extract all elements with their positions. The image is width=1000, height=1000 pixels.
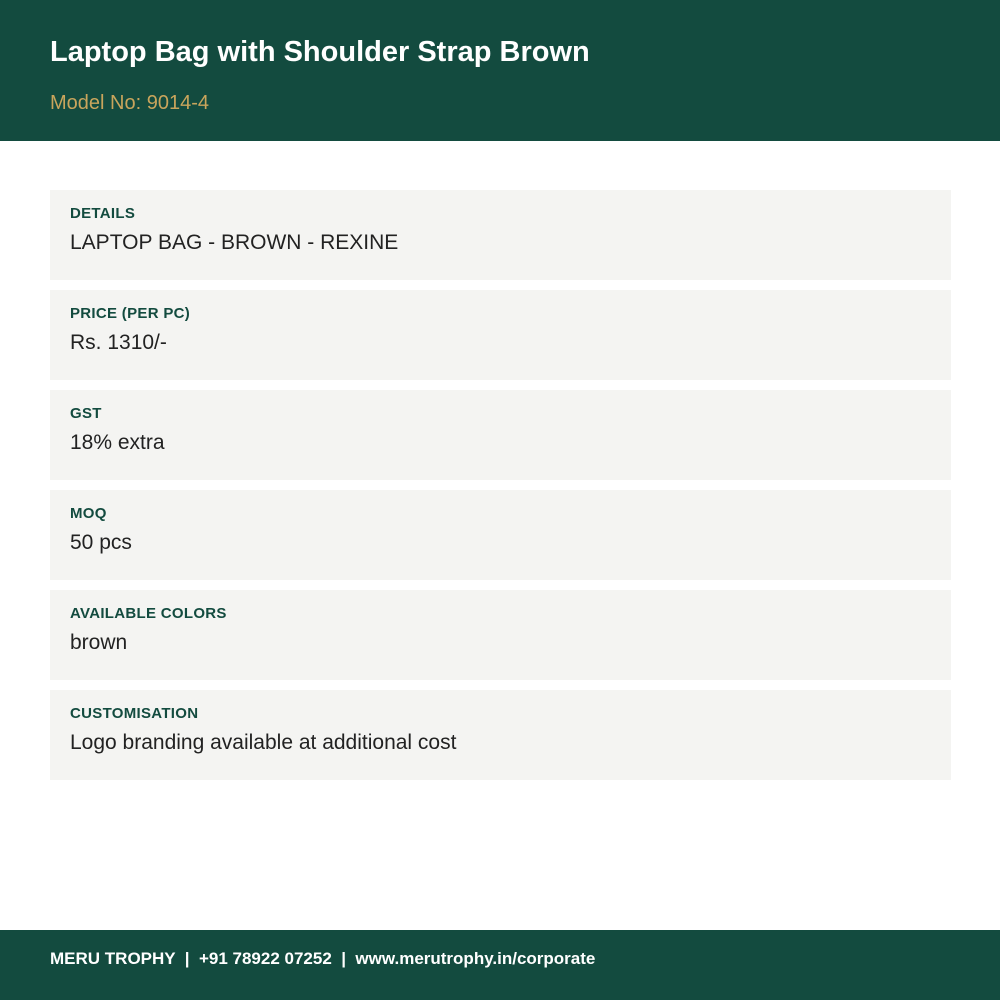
field-label: DETAILS: [70, 205, 136, 222]
field-card-price: [50, 290, 951, 380]
field-label: MOQ: [70, 505, 107, 522]
model-number: Model No: 9014-4: [50, 92, 209, 114]
field-card-moq: [50, 490, 951, 580]
footer-banner: [0, 930, 1000, 1000]
field-value: 18% extra: [70, 431, 165, 454]
field-card-customisation: [50, 690, 951, 780]
field-card-colors: [50, 590, 951, 680]
field-label: CUSTOMISATION: [70, 705, 199, 722]
header-banner: [0, 0, 1000, 141]
product-title: Laptop Bag with Shoulder Strap Brown: [50, 36, 590, 68]
field-value: Logo branding available at additional cost: [70, 731, 457, 754]
field-value: LAPTOP BAG - BROWN - REXINE: [70, 231, 399, 254]
field-label: AVAILABLE COLORS: [70, 605, 227, 622]
field-value: 50 pcs: [70, 531, 132, 554]
details-list: [50, 190, 951, 790]
field-label: PRICE (PER PC): [70, 305, 191, 322]
field-card-details: [50, 190, 951, 280]
field-label: GST: [70, 405, 102, 422]
field-value: Rs. 1310/-: [70, 331, 167, 354]
field-card-gst: [50, 390, 951, 480]
footer-contact-text: MERU TROPHY | +91 78922 07252 | www.merutrophy.in/corporate: [50, 949, 596, 968]
field-value: brown: [70, 631, 128, 654]
